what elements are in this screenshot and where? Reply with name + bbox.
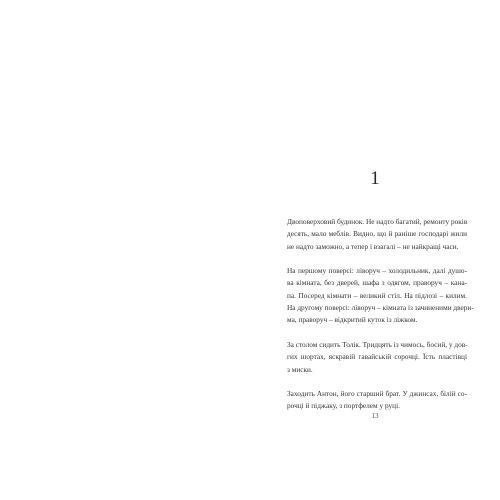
- text-line: десять, мало меблів. Видно, що й раніше господарі жили: [287, 229, 467, 239]
- text-line: На другому поверсі: ліворуч – кімната із зачиненими двери-: [287, 303, 474, 313]
- text-line: ма, праворуч – відкритий куток із ліжком.: [287, 315, 418, 325]
- text-line: Двоповерховий будинок. Не надто багатий, ремонту років: [287, 217, 468, 226]
- paragraph: [287, 339, 467, 376]
- chapter-number: 1: [370, 168, 380, 189]
- text-line: з миски.: [287, 364, 313, 374]
- paragraph: [287, 216, 467, 253]
- paragraph: [287, 265, 474, 326]
- text-line: На першому поверсі: ліворуч – холодильник, далі душо-: [287, 266, 467, 276]
- text-line: рочці й піджаку, з портфелем у руці.: [287, 401, 400, 411]
- text-line: не надто заможно, а тепер і взагалі – не найкращі часи.: [287, 241, 459, 251]
- text-line: Заходить Антон, його старший брат. У джинсах, білій со-: [287, 389, 467, 399]
- body-text: [287, 216, 474, 425]
- text-line: За столом сидить Толік. Тридцять із чимось, босий, у дов-: [287, 339, 468, 349]
- page-number: 13: [371, 412, 379, 420]
- text-line: па. Посеред кімнати – великий стіл. На підлозі – килим.: [287, 290, 467, 300]
- text-line: гих шортах, яскравій гавайській сорочці. Їсть пластівці: [287, 352, 467, 362]
- text-line: ва кімната, без дверей, шафа з одягом, праворуч – кана-: [287, 278, 467, 288]
- paragraph: [287, 388, 467, 413]
